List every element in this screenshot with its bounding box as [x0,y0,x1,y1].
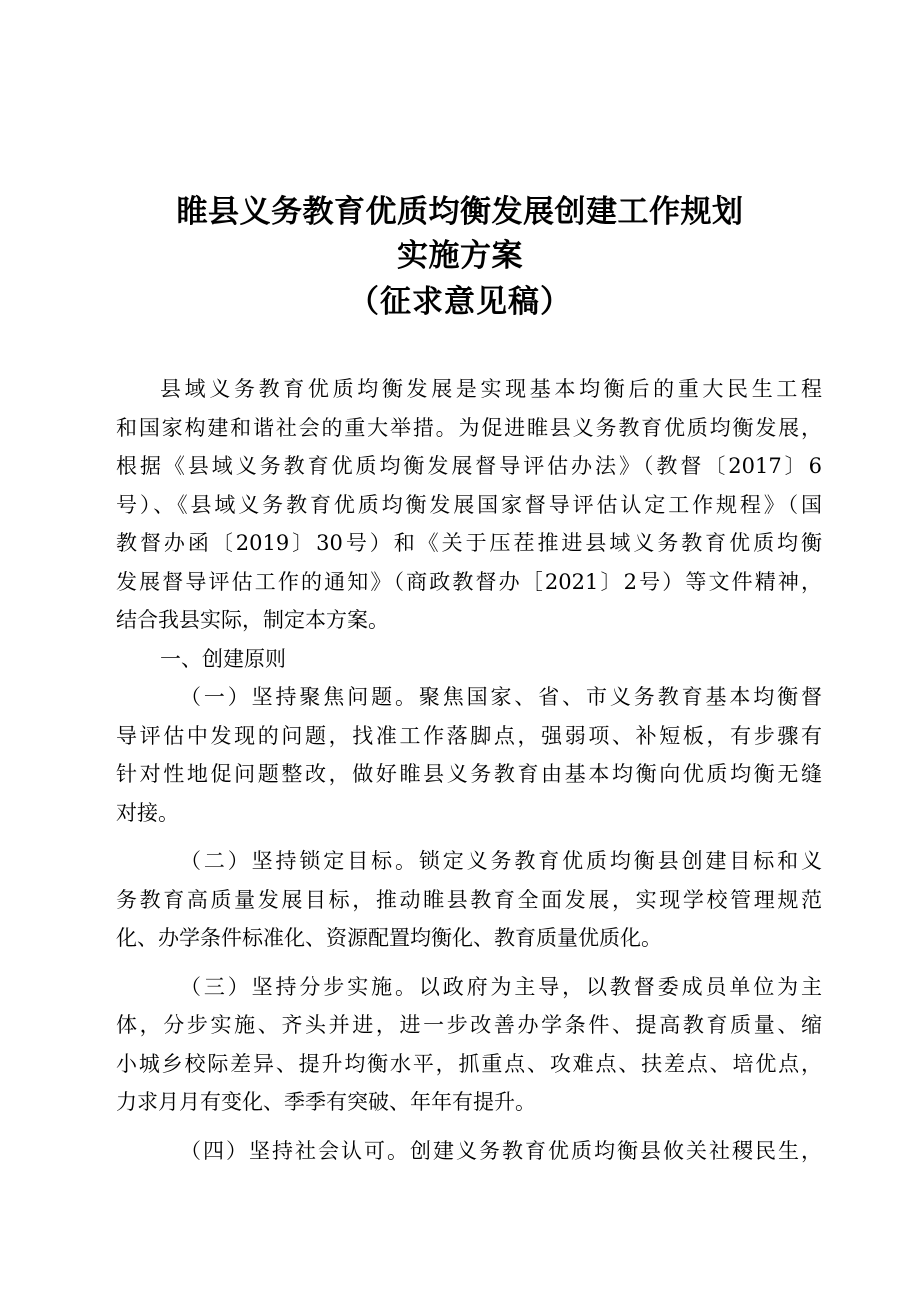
intro-line: 号）、《县域义务教育优质均衡发展国家督导评估认定工作规程》（国 [116,492,822,517]
intro-line: 发展督导评估工作的通知》（商政教督办［2021〕2号）等文件精神， [116,569,822,594]
principle-line: （二）坚持锁定目标。锁定义务教育优质均衡县创建目标和义 [180,849,822,873]
section-heading-principles [116,640,822,679]
principle-line: （一）坚持聚焦问题。聚焦国家、省、市义务教育基本均衡督 [180,685,822,709]
intro-line: 和国家构建和谐社会的重大举措。为促进睢县义务教育优质均衡发展， [116,415,822,440]
intro-line: 县域义务教育优质均衡发展是实现基本均衡后的重大民生工程 [160,377,822,401]
principle-line: 体，分步实施、齐头并进，进一步改善办学条件、提高教育质量、缩 [116,1013,822,1037]
section-heading: 一、创建原则 [160,646,286,671]
document-title-line2: 实施方案 [397,238,523,274]
intro-line: 结合我县实际，制定本方案。 [116,608,389,632]
principle-3-paragraph [116,968,822,1122]
principle-line: 化、办学条件标准化、资源配置均衡化、教育质量优质化。 [116,926,662,950]
document-title: 睢县义务教育优质均衡发展创建工作规划 [176,194,744,230]
intro-paragraph [116,370,822,640]
intro-line: 根据《县域义务教育优质均衡发展督导评估办法》（教督〔2017〕6 [116,454,822,478]
principle-line: 对接。 [116,800,179,825]
draft-label: （征求意见稿） [348,284,572,320]
principle-line: 力求月月有变化、季季有突破、年年有提升。 [116,1090,536,1114]
principle-4-paragraph [116,1132,822,1171]
principle-line: 务教育高质量发展目标，推动睢县教育全面发展，实现学校管理规范 [116,887,822,912]
intro-line: 教督办函〔2019〕30号）和《关于压茬推进县域义务教育优质均衡 [116,531,822,555]
principle-1-paragraph [116,678,822,832]
principle-line: （三）坚持分步实施。以政府为主导，以教督委成员单位为主 [180,974,822,999]
principle-2-paragraph [116,842,822,958]
principle-line: 针对性地促问题整改，做好睢县义务教育由基本均衡向优质均衡无缝 [116,762,822,786]
principle-line: （四）坚持社会认可。创建义务教育优质均衡县攸关社稷民生， [180,1138,822,1163]
document-body [116,370,822,1170]
principle-line: 导评估中发现的问题，找准工作落脚点，强弱项、补短板，有步骤有 [116,723,822,748]
principle-line: 小城乡校际差异、提升均衡水平，抓重点、攻难点、扶差点、培优点， [116,1051,822,1076]
